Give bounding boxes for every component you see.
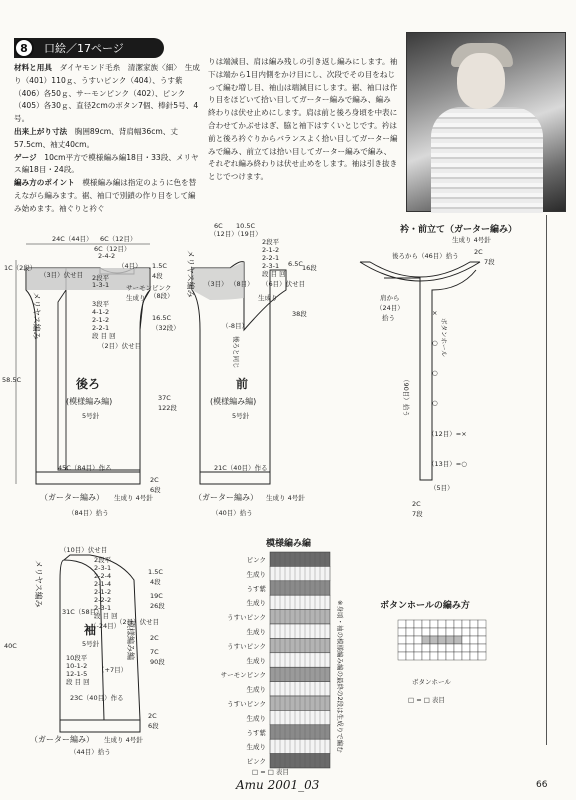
buttonhole-cell: [470, 644, 478, 652]
sleeve-h4: 26段: [150, 602, 165, 610]
sleeve-label: 袖: [84, 623, 97, 637]
sleeve-h5: 2C: [150, 634, 159, 642]
sleeve-h1: 1.5C: [148, 568, 163, 576]
sleeve-rib-label: （ガーター編み）: [30, 735, 94, 744]
back-armhole-1: 4-1-2: [92, 308, 110, 316]
buttonhole-cell: [470, 628, 478, 636]
buttonhole-cell: [414, 636, 422, 644]
sleeve-diagram: [4, 545, 165, 756]
buttonhole-cell: [398, 652, 406, 660]
front-shoulder: （8目）: [230, 280, 254, 288]
points-text: 模様編み編は指定のように色を替えながら編みます。裾、袖口で別鎖の作り目をして編み始めます。袖ぐりと衿ぐ: [14, 178, 197, 213]
sleeve-width: 31C（58目）: [62, 608, 103, 616]
buttonhole-cell: [414, 628, 422, 636]
buttonhole-cell: [406, 644, 414, 652]
back-h3: 4段: [152, 272, 163, 280]
buttonhole-cell: [414, 620, 422, 628]
sleeve-h6: 7C: [150, 648, 159, 656]
pattern-row-label: ピンク: [246, 556, 266, 564]
front-neck-4: 段 目 回: [262, 270, 286, 278]
back-total: 58.5C: [2, 376, 22, 384]
pattern-row-label: ピンク: [246, 757, 266, 766]
buttonhole-cell: [422, 644, 430, 652]
back-needle: 5号針: [82, 412, 100, 420]
pattern-legend: □ = □ 表目: [252, 768, 289, 776]
buttonhole-legend: □ = □ 表目: [408, 696, 445, 704]
materials-text: ダイヤモンド毛糸 清潔家族〈細〉 生成り（401）110ｇ、うすいピンク（404）、うす紫（406）各50ｇ、サーモンピンク（402）、ピンク（405）各30ｇ、直径2cmのボタン7個、棒針5号、4号。: [14, 63, 200, 124]
front-bottom-width: 21C（40目）作る: [214, 464, 268, 472]
buttonhole-cell: [438, 628, 446, 636]
points-heading: 編み方のポイント: [14, 178, 75, 188]
buttonhole-cell: [446, 628, 454, 636]
page-number: 66: [536, 780, 548, 790]
collar-picked: （90目）拾う: [402, 376, 410, 417]
back-cast: （84目）拾う: [68, 509, 109, 517]
front-w2: 10.5C: [236, 222, 256, 230]
buttonhole-cell: [398, 620, 406, 628]
sleeve-inc-1: 10-1-2: [66, 662, 88, 670]
buttonhole-cell: [414, 644, 422, 652]
collar-o3: ○: [432, 399, 438, 407]
buttonhole-cell: [446, 620, 454, 628]
collar-r1: 2C: [474, 248, 483, 256]
buttonhole-cell: [446, 636, 454, 644]
front-needle: 5号針: [232, 412, 250, 420]
sleeve-cap-4: 2-1-2: [94, 588, 112, 596]
front-w2b: （19目）: [234, 230, 262, 238]
back-armhole-2: 2-1-2: [92, 316, 110, 324]
buttonhole-cell: [470, 652, 478, 660]
pattern-row-label: うす紫: [246, 584, 266, 593]
buttonhole-cell: [462, 620, 470, 628]
pattern-title: 模様編み編: [266, 539, 312, 549]
buttonhole-cell: [438, 620, 446, 628]
buttonhole-cell: [470, 620, 478, 628]
back-armhole-4: 段 目 回: [92, 332, 116, 340]
sleeve-inc-total: （+7目）: [98, 666, 128, 674]
back-armhole-bo: （2目）伏せ目: [98, 342, 142, 350]
sleeve-cap-1: 2-3-1: [94, 564, 112, 572]
buttonhole-cell: [422, 620, 430, 628]
magazine-title: Amu 2001_03: [236, 778, 320, 792]
buttonhole-cell: [398, 644, 406, 652]
buttonhole-cell: [398, 636, 406, 644]
collar-bottom: 2C: [412, 500, 421, 508]
sleeve-rib-needle: 生成り 4号針: [104, 736, 143, 744]
front-cast: （40目）拾う: [212, 509, 253, 517]
back-color-1: サーモンピンク: [126, 284, 172, 292]
buttonhole-cell: [422, 636, 430, 644]
sleeve-inc-3: 段 目 回: [66, 678, 90, 686]
back-sub: (模様編み編): [66, 397, 113, 406]
buttonhole-cell: [478, 652, 486, 660]
section-number: 8: [14, 38, 34, 58]
buttonhole-cell: [438, 652, 446, 660]
pattern-row-label: 生成り: [246, 743, 266, 752]
buttonhole-cell: [478, 620, 486, 628]
collar-mark-1: （13目）=○: [428, 460, 467, 468]
buttonhole-cell: [406, 652, 414, 660]
back-top-width: 24C（44目）: [52, 235, 93, 243]
back-rib-needle: 生成り 4号針: [114, 494, 153, 502]
buttonhole-cell: [438, 636, 446, 644]
pattern-note: ※身頃・袖の模様編み編の最終の2段は生成りで編む: [336, 600, 344, 753]
collar-bottom2: 7段: [412, 510, 423, 518]
buttonhole-cell: [398, 628, 406, 636]
sleeve-bo: （2目）伏せ目: [116, 618, 160, 626]
collar-left1: 肩から: [380, 294, 400, 302]
stitch-pattern-chart: [221, 537, 345, 776]
front-neck-2: 2-2-1: [262, 254, 280, 262]
buttonhole-title: ボタンホールの編み方: [380, 601, 470, 611]
sleeve-cap-2: 2-2-4: [94, 572, 112, 580]
buttonhole-cell: [430, 636, 438, 644]
pattern-row-label: うすいピンク: [227, 613, 266, 622]
collar-o2: ○: [432, 369, 438, 377]
back-side-label: メリヤス編み: [32, 292, 41, 340]
buttonhole-cell: [470, 636, 478, 644]
sleeve-h2: 4段: [150, 578, 161, 586]
back-shoulder-bo: （3目）伏せ目: [40, 271, 84, 279]
sleeve-needle: 5号針: [82, 640, 100, 648]
buttonhole-cell: [454, 628, 462, 636]
front-rib-label: （ガーター編み）: [194, 493, 258, 502]
buttonhole-cell: [478, 628, 486, 636]
collar-buttonhole: ボタンホール: [440, 318, 448, 357]
gauge-heading: ゲージ: [14, 152, 37, 162]
back-diagram: [2, 235, 180, 517]
front-label: 前: [236, 377, 249, 391]
sleeve-cast: （44目）拾う: [70, 748, 111, 756]
pattern-row-label: 生成り: [246, 599, 266, 608]
pattern-row-label: うす紫: [246, 728, 266, 737]
front-bo: （3目）: [204, 280, 228, 288]
collar-top: 後ろから（46目）拾う: [392, 252, 459, 260]
size-heading: 出来上がり寸法: [14, 126, 68, 136]
buttonhole-cell: [414, 652, 422, 660]
collar-x1: ×: [432, 309, 438, 317]
buttonhole-cell: [422, 652, 430, 660]
back-label: 後ろ: [76, 377, 101, 391]
buttonhole-label: ボタンホール: [412, 678, 451, 686]
front-h4: （-8目）: [222, 322, 248, 330]
front-neck-3: 2-3-1: [262, 262, 280, 270]
pattern-row-label: 生成り: [246, 685, 266, 694]
materials-heading: 材料と用具: [14, 63, 52, 72]
back-shoulder-rows2: 1-3-1: [92, 281, 110, 289]
pattern-row-label: 生成り: [246, 570, 266, 579]
back-bottom-width: 45C（84目）作る: [58, 464, 112, 472]
front-neck-1: 2-1-2: [262, 246, 280, 254]
back-armhole-0: 3段平: [92, 300, 110, 308]
sleeve-cap-0: 2段平: [94, 556, 112, 564]
collar-r2: 7段: [484, 258, 495, 266]
back-rib-r: 6段: [150, 486, 161, 494]
instructions-right: りは端減目、肩は編み残しの引き返し編みにします。袖下は端から1目内側をかけ目にし、次段でその目をねじって編む増し目、袖山は端減目にします。裾、袖口は作り目をほどいて拾い目してガーター編みで編み、編み終わりは伏せ止めにします。肩は前と後ろ身頃を中表に合わせてかぶせはぎ、脇と袖下はすくいとじです。衿は前と後ろ衿ぐりからバランスよく拾い目してガーター編みで編み、前立ては拾い目してガーター編みで編み、それぞれ編み終わりは伏せ止めをします。袖は引き抜きとじでつけます。: [208, 57, 398, 182]
front-opening: 後ろと同じ: [232, 336, 240, 369]
front-w1: 6C: [214, 222, 223, 230]
pattern-row-label: うすいピンク: [227, 700, 266, 708]
sleeve-inc-2: 12-1-5: [66, 670, 88, 678]
front-h2: 16段: [302, 264, 317, 272]
section-title: 口絵／17ページ: [44, 42, 124, 55]
collar-title: 衿・前立て（ガーター編み）: [400, 225, 518, 235]
buttonhole-cell: [430, 652, 438, 660]
back-rib-label: （ガーター編み）: [40, 493, 104, 502]
buttonhole-diagram: [380, 599, 486, 704]
buttonhole-cell: [454, 644, 462, 652]
sleeve-side-label: メリヤス編み: [34, 560, 43, 608]
front-w1b: （12目）: [210, 230, 238, 238]
buttonhole-cell: [430, 644, 438, 652]
sleeve-cap-5: 2-2-2: [94, 596, 112, 604]
sleeve-h3: 19C: [150, 592, 163, 600]
front-diagram: [186, 222, 317, 517]
front-sub: (模様編み編): [210, 397, 257, 406]
buttonhole-cell: [406, 636, 414, 644]
pattern-grid: [221, 552, 330, 768]
size-text: 胸囲89cm、背肩幅36cm、丈57.5cm、袖丈40cm。: [14, 126, 178, 149]
collar-left2: （24目）: [376, 304, 404, 312]
collar-mark-0: （12目）=×: [428, 430, 467, 438]
front-h1: 6.5C: [288, 260, 303, 268]
buttonhole-cell: [454, 652, 462, 660]
front-neck2: （6目）伏せ目: [262, 280, 306, 288]
pattern-row-label: サーモンピンク: [220, 671, 266, 680]
pattern-row-label: 生成り: [246, 714, 266, 723]
front-side-label: メリヤス編み: [186, 250, 195, 298]
buttonhole-cell: [462, 644, 470, 652]
collar-needle: 生成り 4号針: [452, 236, 491, 244]
collar-mark-3: （5目）: [430, 484, 454, 492]
front-rib-needle: 生成り 4号針: [266, 494, 305, 502]
back-armhole-3: 2-2-1: [92, 324, 110, 332]
back-h2: 1.5C: [152, 262, 167, 270]
buttonhole-cell: [430, 620, 438, 628]
back-h5: 16.5C: [152, 314, 172, 322]
back-rib-h: 2C: [150, 476, 159, 484]
collar-o1: ○: [432, 339, 438, 347]
sleeve-dec: （-24目）: [90, 622, 121, 630]
buttonhole-cell: [438, 644, 446, 652]
front-neck-0: 2段平: [262, 238, 280, 246]
buttonhole-cell: [454, 636, 462, 644]
sleeve-cap-6: 2-3-1: [94, 604, 112, 612]
buttonhole-cell: [446, 652, 454, 660]
buttonhole-cell: [462, 628, 470, 636]
buttonhole-cell: [406, 620, 414, 628]
sleeve-rib-h: 2C: [148, 712, 157, 720]
back-dec1: 2-4-2: [98, 252, 116, 260]
collar-diagram: [360, 223, 517, 518]
back-neck-dec: 6C（12目）: [94, 245, 131, 253]
pattern-row-label: うすいピンク: [227, 642, 266, 651]
back-h6: （32段）: [152, 324, 180, 332]
collar-left3: 拾う: [382, 314, 395, 322]
buttonhole-cell: [462, 652, 470, 660]
sleeve-sub: 模様編み編: [126, 620, 135, 660]
buttonhole-cell: [454, 620, 462, 628]
sleeve-rib-r: 6段: [148, 722, 159, 730]
pattern-row-label: 生成り: [246, 656, 266, 665]
back-h1: 1C（2段）: [4, 264, 37, 272]
buttonhole-cell: [478, 636, 486, 644]
back-h4: （8段）: [150, 292, 174, 300]
buttonhole-cell: [406, 628, 414, 636]
sleeve-cap-3: 2-1-4: [94, 580, 112, 588]
buttonhole-cell: [422, 628, 430, 636]
back-h8: 122段: [158, 404, 177, 412]
sleeve-total: 40C: [4, 642, 17, 650]
back-shoulder-rows: 2段平: [92, 274, 110, 282]
back-color-2: 生成り: [126, 294, 146, 302]
front-color: 生成り: [258, 294, 278, 302]
pattern-row-label: 生成り: [246, 628, 266, 636]
back-dec1b: （4目）: [118, 262, 142, 270]
front-h3: 38段: [292, 310, 307, 318]
sleeve-inc-0: 10段平: [66, 654, 88, 662]
back-h7: 37C: [158, 394, 171, 402]
buttonhole-cell: [478, 644, 486, 652]
gauge-text: 10cm平方で模様編み編18目・33段、メリヤス編18目・24段。: [14, 152, 199, 175]
buttonhole-cell: [462, 636, 470, 644]
sleeve-top: （10目）伏せ目: [60, 546, 108, 554]
buttonhole-cell: [446, 644, 454, 652]
buttonhole-cell: [430, 628, 438, 636]
sleeve-h7: 90段: [150, 658, 165, 666]
sleeve-cap-7: 段 目 回: [94, 612, 118, 620]
back-neck-width: 6C（12目）: [100, 235, 137, 243]
sleeve-bottom: 23C（40目）作る: [70, 694, 124, 702]
